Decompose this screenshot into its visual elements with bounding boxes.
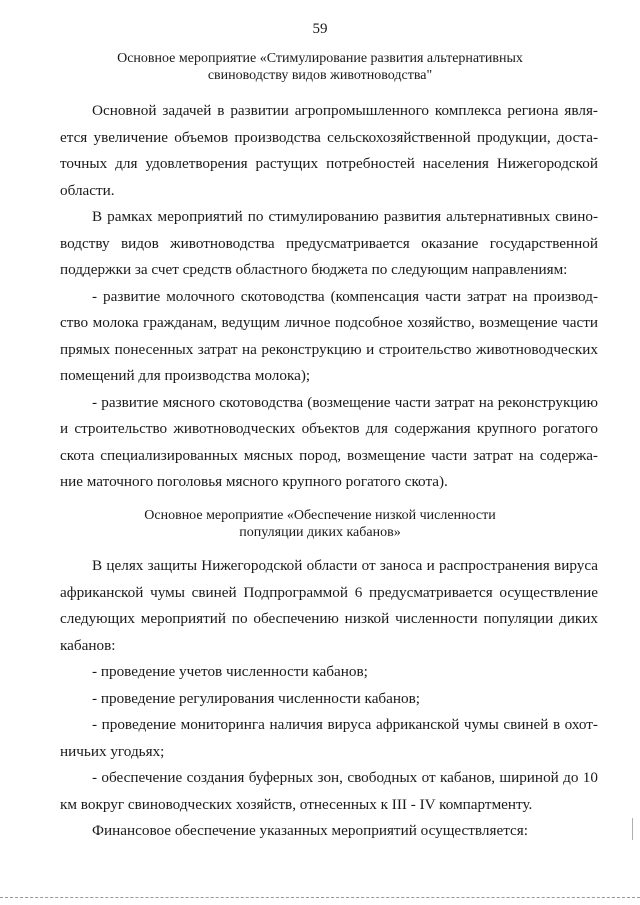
paragraph	[60, 818, 598, 845]
text-line: - развитие мясного скотоводства (возмещение части затрат на реконструкцию	[92, 393, 598, 411]
text-line: кабанов:	[60, 636, 116, 654]
paragraph	[60, 98, 598, 204]
text-line: и строительство животноводческих объектов для содержания крупного рогатого	[60, 420, 598, 437]
text-line: - проведение учетов численности кабанов;	[92, 663, 368, 680]
text-line: ство молока гражданам, ведущим личное подсобное хозяйство, возмещение части	[60, 314, 598, 331]
scan-edge-line	[0, 897, 640, 899]
page-number: 59	[312, 21, 328, 37]
text-line: ется увеличение объемов производства сельскохозяйственной продукции, доста-	[60, 128, 598, 146]
text-line: Финансовое обеспечение указанных мероприятий осуществляется:	[92, 822, 528, 839]
text-line: следующих мероприятий по обеспечению низкой численности популяции диких	[60, 610, 598, 627]
text-line: ничьих угодьях;	[60, 742, 165, 760]
paragraph	[60, 204, 598, 284]
text-line: области.	[60, 181, 115, 199]
text-line: - проведение регулирования численности кабанов;	[92, 689, 421, 707]
bullet-paragraph	[60, 390, 598, 496]
text-line: ние маточного поголовья мясного крупного рогатого скота).	[60, 473, 448, 490]
text-line: прямых понесенных затрат на реконструкцию и строительство животноводческих	[60, 340, 598, 358]
text-line: помещений для производства молока);	[60, 367, 311, 384]
text-line: В целях защиты Нижегородской области от заноса и распространения вируса	[92, 557, 598, 574]
text-line: - проведение мониторинга наличия вируса африканской чумы свиней в охот-	[92, 716, 598, 733]
bullet-paragraph	[60, 659, 598, 686]
heading-line: популяции диких кабанов»	[239, 525, 401, 540]
heading-line: свиноводству видов животноводства"	[207, 68, 433, 83]
text-line: - обеспечение создания буферных зон, свободных от кабанов, шириной до 10	[92, 769, 598, 786]
scan-artifact-mark	[632, 818, 633, 840]
bullet-paragraph	[60, 284, 598, 390]
text-line: скота специализированных мясных пород, возмещение части затрат на содержа-	[60, 446, 598, 464]
section2-body	[60, 553, 598, 845]
text-line: Основной задачей в развитии агропромышленного комплекса региона явля-	[92, 102, 598, 119]
paragraph	[60, 553, 598, 659]
bullet-paragraph	[60, 686, 598, 713]
text-line: африканской чумы свиней Подпрограммой 6 предусматривается осуществление	[60, 583, 598, 601]
text-line: км вокруг свиноводческих хозяйств, отнесенных к III - IV компартменту.	[60, 795, 533, 813]
bullet-paragraph	[60, 712, 598, 765]
section1-body	[60, 98, 598, 496]
text-line: поддержки за счет средств областного бюджета по следующим направлениям:	[60, 261, 568, 278]
text-line: точных для удовлетворения растущих потребностей населения Нижегородской	[60, 155, 598, 172]
section-heading-wild-boars	[60, 507, 580, 541]
text-line: В рамках мероприятий по стимулированию развития альтернативных свино-	[92, 208, 598, 225]
text-line: водству видов животноводства предусматривается оказание государственной	[60, 234, 598, 252]
heading-line: Основное мероприятие «Обеспечение низкой численности	[144, 508, 496, 523]
text-line: - развитие молочного скотоводства (компенсация части затрат на производ-	[92, 287, 598, 305]
bullet-paragraph	[60, 765, 598, 818]
section-heading-alt-livestock	[60, 50, 580, 84]
heading-line: Основное мероприятие «Стимулирование развития альтернативных	[117, 51, 523, 66]
